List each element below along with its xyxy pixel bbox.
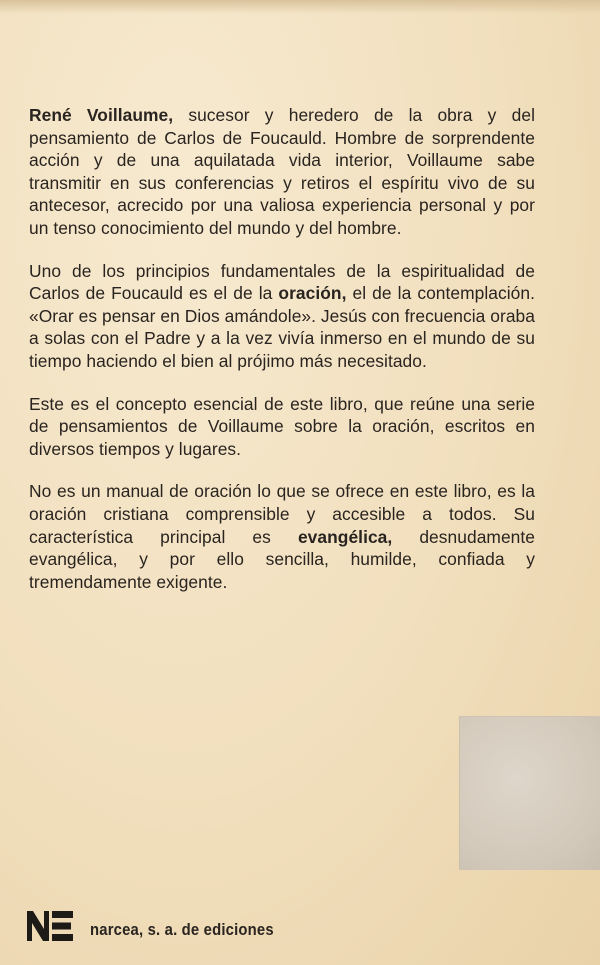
paragraph-manual [29, 480, 535, 593]
paragraph-author [29, 104, 535, 240]
publisher-name: narcea, s. a. de ediciones [90, 920, 274, 939]
paragraph-manual-text-a: No es un manual de oración lo que se ofrece en este libro, es la oración cristiana comprensible y accesible a todos. Su característica principal es [29, 481, 535, 547]
paragraph-author-text: sucesor y heredero de la obra y del pensamiento de Carlos de Foucauld. Hombre de sorprendente acción y de una aquilatada vida interior, Voillaume sabe transmitir en sus conferencias y retiros el espíritu vivo de su antecesor, acrecido por una valiosa experiencia personal y por un tenso conocimiento del mundo y del hombre. [29, 105, 535, 238]
emphasis-evangelica: evangélica, [297, 526, 393, 547]
price-sticker-residue [459, 716, 600, 870]
paragraph-concept [29, 393, 535, 461]
paper-edge-shadow [0, 0, 600, 14]
author-name: René Voillaume, [29, 105, 174, 125]
paragraph-concept-text: Este es el concepto esencial de este libro, que reúne una serie de pensamientos de Voillaume sobre la oración, escritos en diversos tiempos y lugares. [29, 393, 535, 459]
paragraph-manual-text-b: desnudamente evangélica, y por ello sencilla, humilde, confiada y tremendamente exigente. [29, 526, 535, 592]
ne-logo-icon [27, 911, 73, 941]
paragraph-spirituality-text-b: el de la contemplación. «Orar es pensar en Dios amándole». Jesús con frecuencia oraba a solas con el Padre y a la vez vivía inmerso en el mundo de su tiempo haciendo el bien al prójimo más necesitado. [29, 283, 535, 371]
paragraph-spirituality-text-a: Uno de los principios fundamentales de la espiritualidad de Carlos de Foucauld es el de la [29, 260, 535, 304]
blurb-text [29, 104, 535, 613]
publisher-footer [27, 910, 294, 942]
emphasis-oracion: oración, [278, 283, 347, 304]
paragraph-spirituality [29, 260, 535, 373]
